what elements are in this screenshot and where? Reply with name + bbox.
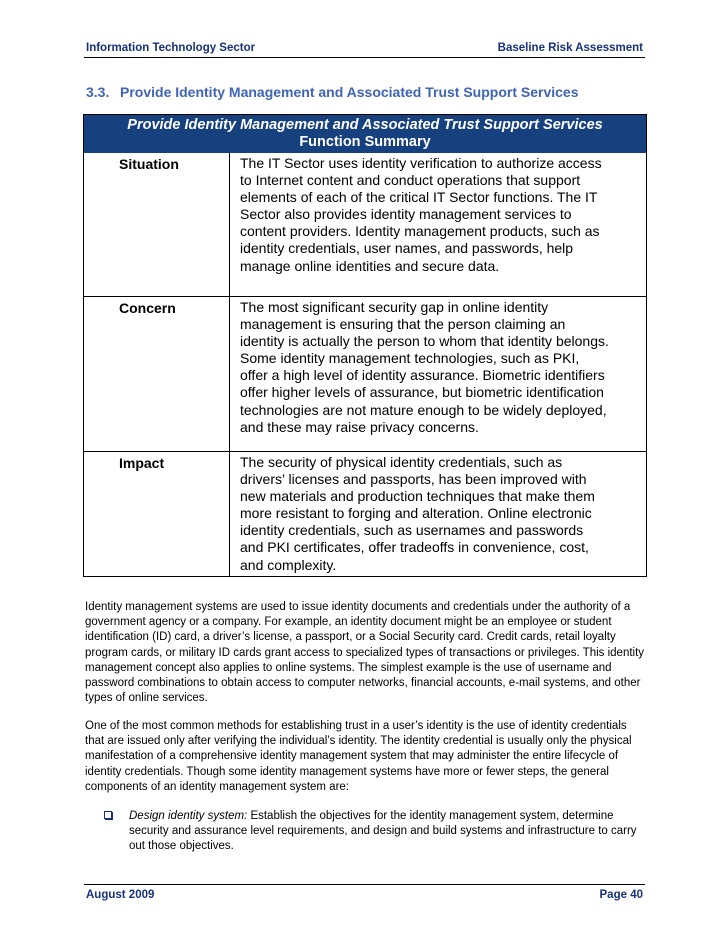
- table-title: [84, 115, 646, 153]
- list-item-body: Establish the objectives for the identity management system, determine security and assurance level requirements, and design and build systems and infrastructure to carry out those objectives.: [129, 810, 637, 853]
- row-text: The most significant security gap in online identity management is ensuring that the person claiming an identity is actually the person to whom that identity belongs. Some identity management technologies, such as PKI, offer a high level of identity assurance. Biometric identifiers offer higher levels of assurance, but biometric identification technologies are not mature enough to be widely deployed, and these may raise privacy concerns.: [240, 299, 609, 435]
- table-title-line1: Provide Identity Management and Associated Trust Support Services: [127, 117, 603, 133]
- table-row-impact: [84, 451, 646, 576]
- row-label: Impact: [119, 455, 165, 471]
- row-text: The security of physical identity credentials, such as drivers’ licenses and passports, has been improved with new materials and production techniques that make them more resistant to forging and alteration. Online electronic identity credentials, such as usernames and passwords and PKI certificates, offer tradeoffs in convenience, cost, and complexity.: [240, 454, 595, 573]
- checkbox-bullet-icon: [104, 811, 112, 819]
- page-footer: [84, 884, 645, 901]
- header-sector: Information Technology Sector: [86, 42, 256, 54]
- row-label: Concern: [119, 300, 176, 316]
- table-title-line2: Function Summary: [299, 134, 431, 150]
- row-label: Situation: [119, 156, 179, 172]
- section-heading: [86, 84, 579, 100]
- list-item-text: [129, 809, 644, 855]
- table-row-concern: [84, 296, 646, 451]
- footer-date: August 2009: [86, 889, 155, 901]
- page-header: [84, 41, 645, 58]
- body-paragraph: Identity management systems are used to issue identity documents and credentials under the authority of a government agency or a company. For example, an identity document might be an employee or student identification (ID) card, a driver’s license, a passport, or a Social Security card. Credit cards, retail loyalty program cards, or military ID cards grant access to specialized types of transactions or privileges. This identity management concept also applies to online systems. The simplest example is the use of username and password combinations to obtain access to computer networks, financial accounts, e-mail systems, and other types of online services.: [85, 601, 645, 705]
- header-document-title: Baseline Risk Assessment: [497, 42, 643, 54]
- section-title: Provide Identity Management and Associated Trust Support Services: [120, 84, 579, 100]
- footer-page-number: Page 40: [599, 889, 643, 901]
- table-row-situation: [84, 153, 646, 296]
- section-number: 3.3.: [86, 84, 110, 100]
- function-summary-table: [83, 114, 647, 577]
- body-paragraph: One of the most common methods for establishing trust in a user’s identity is the use of identity credentials that are issued only after verifying the individual’s identity. The identity credential is usually only the physical manifestation of a comprehensive identity management system that may administer the entire lifecycle of identity credentials. Though some identity management systems have more or fewer steps, the general components of an identity management system are:: [85, 720, 632, 793]
- row-text: The IT Sector uses identity verification to authorize access to Internet content and conduct operations that support elements of each of the critical IT Sector functions. The IT Sector also provides identity management services to content providers. Identity management products, such as identity credentials, user names, and passwords, help manage online identities and secure data.: [240, 155, 602, 274]
- list-item-title: Design identity system:: [129, 810, 248, 822]
